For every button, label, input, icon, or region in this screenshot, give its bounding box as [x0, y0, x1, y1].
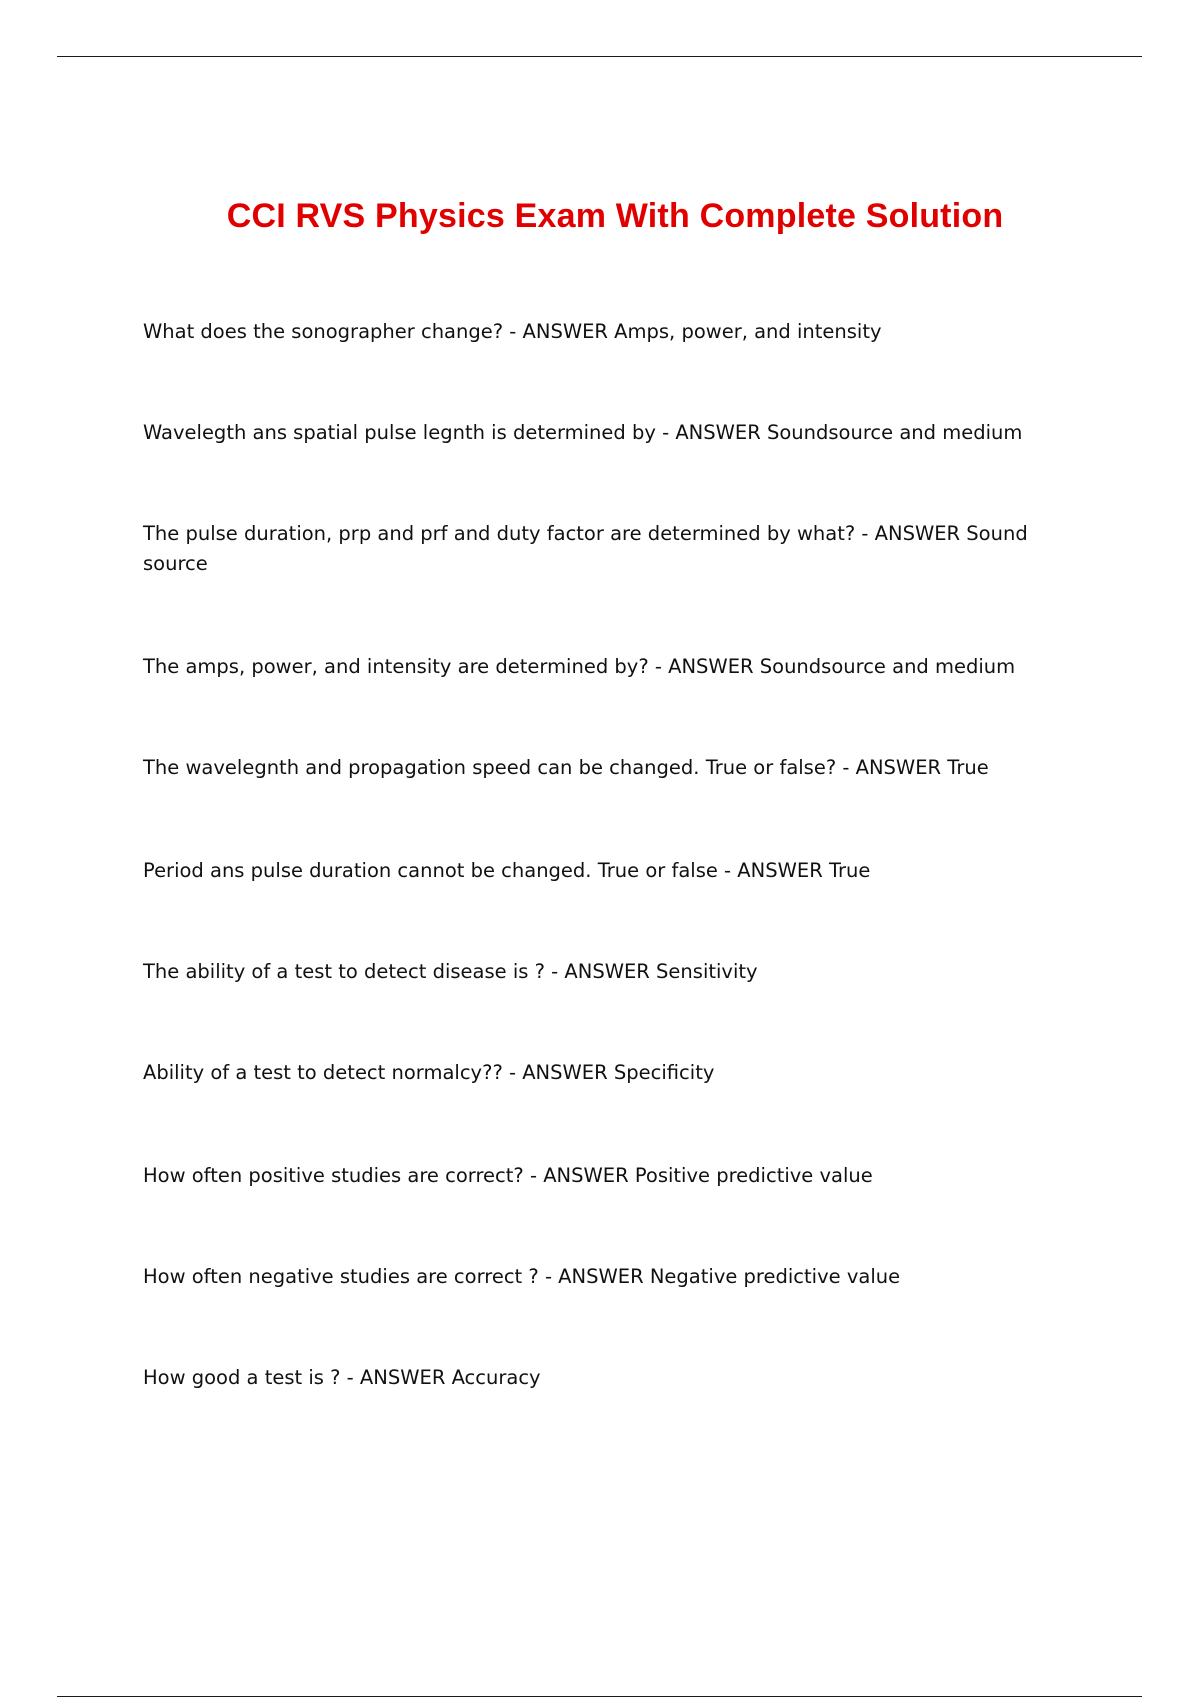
qa-item: Ability of a test to detect normalcy?? - ANSWER Specificity	[143, 1061, 715, 1084]
qa-item: How often positive studies are correct? - ANSWER Positive predictive value	[143, 1164, 873, 1187]
qa-item: Wavelegth ans spatial pulse legnth is determined by - ANSWER Soundsource and medium	[143, 421, 1023, 444]
qa-item: The amps, power, and intensity are determined by? - ANSWER Soundsource and medium	[143, 655, 1016, 678]
top-rule	[57, 56, 1142, 57]
qa-item: The wavelegnth and propagation speed can be changed. True or false? - ANSWER True	[143, 756, 989, 779]
bottom-rule	[57, 1696, 1142, 1697]
qa-item: How good a test is ? - ANSWER Accuracy	[143, 1366, 541, 1389]
qa-item: How often negative studies are correct ? - ANSWER Negative predictive value	[143, 1265, 901, 1288]
document-title: CCI RVS Physics Exam With Complete Solution	[226, 197, 1004, 235]
qa-item: What does the sonographer change? - ANSWER Amps, power, and intensity	[143, 320, 882, 343]
qa-item: The ability of a test to detect disease is ? - ANSWER Sensitivity	[143, 960, 758, 983]
qa-item: The pulse duration, prp and prf and duty factor are determined by what? - ANSWER Sound source	[143, 522, 1028, 575]
qa-item: Period ans pulse duration cannot be changed. True or false - ANSWER True	[143, 859, 871, 882]
